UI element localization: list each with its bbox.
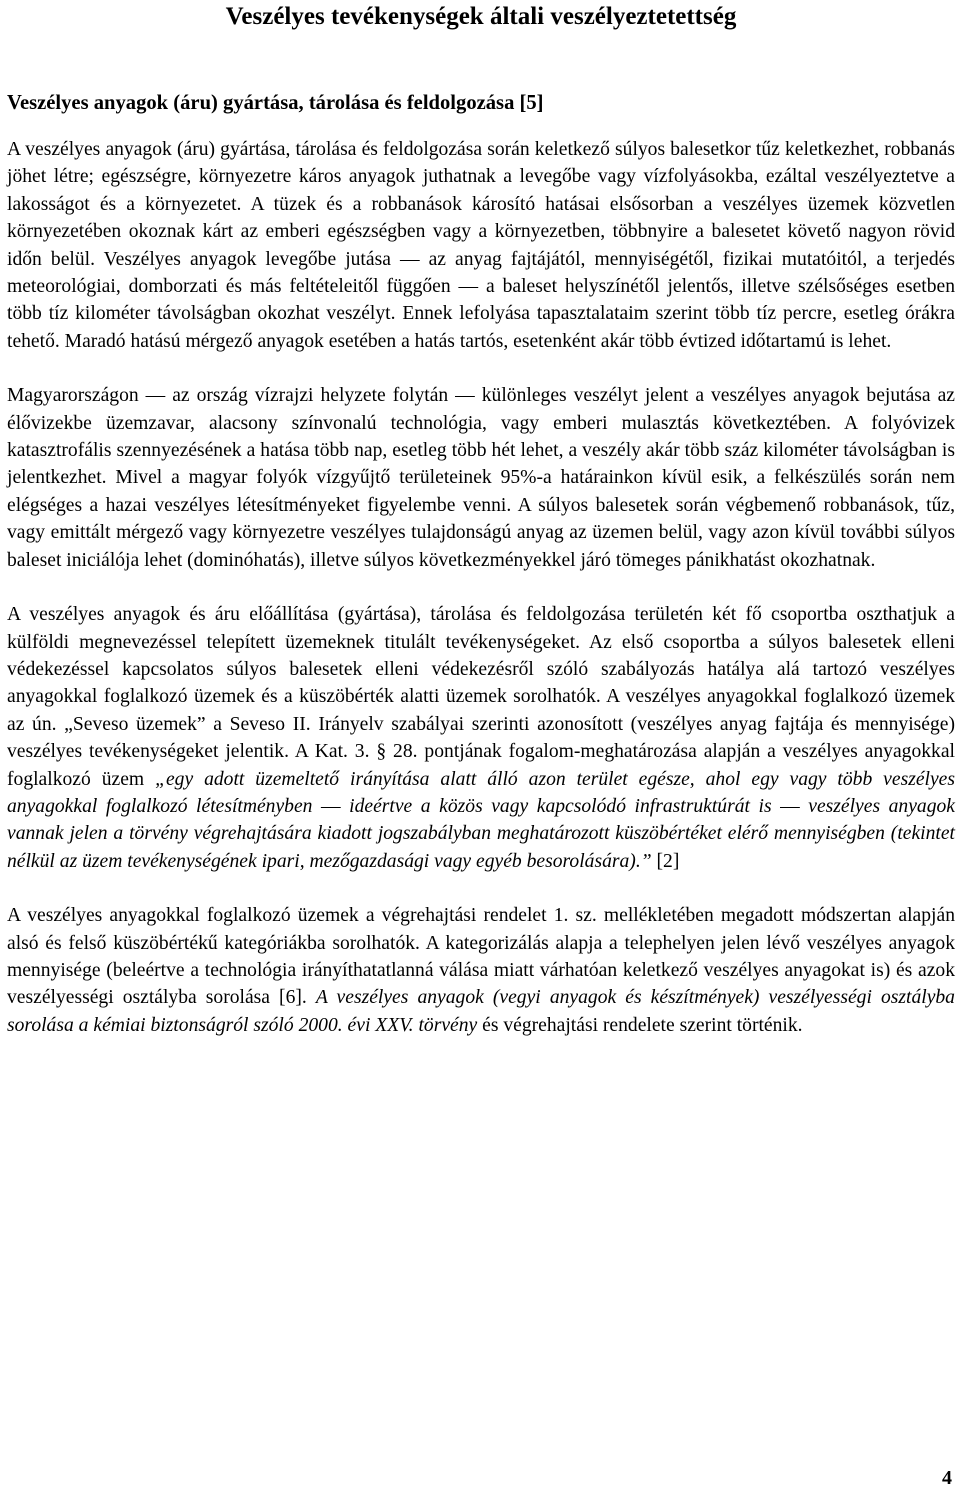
- paragraph-3: [7, 601, 955, 875]
- page-number: 4: [942, 1467, 952, 1489]
- paragraph-4-text: A veszélyes anyagokkal foglalkozó üzemek a végrehajtási rendelet 1. sz. mellékletében megadott módszertan alapján alsó és felső küszöbértékű kategóriákba sorolhatók. A kategorizálás alapja a telephelyen jelen lévő veszélyes anyagok mennyisége (beleértve a technológia irányíthatatlanná válása miatt várhatóan keletkező veszélyes anyagokat is) és azok veszélyességi osztályba sorolása [6].: [7, 905, 955, 1009]
- paragraph-4-law-title: A veszélyes anyagok (vegyi anyagok és készítmények) veszélyességi osztályba sorolása a kémiai biztonságról szóló 2000. évi XXV. törvény: [7, 987, 955, 1036]
- document-title: Veszélyes tevékenységek általi veszélyeztetettség: [225, 3, 737, 30]
- paragraph-1: A veszélyes anyagok (áru) gyártása, tárolása és feldolgozása során keletkező súlyos balesetkor tűz keletkezhet, robbanás jöhet létre; egészségre, környezetre káros anyagok juthatnak a levegőbe vagy vízfolyásokba, ezáltal veszélyeztetve a lakosságot és a környezetet. A tüzek és a robbanások károsító hatásai elsősorban a veszélyes üzemek közvetlen környezetében okoznak kárt az emberi egészségben vagy a környezetben, többnyire a balesetet követő nagyon rövid időn belül. Veszélyes anyagok levegőbe jutása ― az anyag fajtájától, mennyiségétől, fizikai mutatóitól, a terjedés meteorológiai, domborzati és más feltételeitől függően ― a baleset helyszínétől jelentős, illetve szélsőséges esetben több tíz kilométer távolságban okozhat veszélyt. Ennek lefolyása tapasztalataim szerint több tíz percre, esetleg órákra tehető. Maradó hatású mérgező anyagok esetében a hatás tartós, esetenként akár több évtized időtartamú is lehet.: [7, 139, 955, 352]
- paragraph-2: Magyarországon ― az ország vízrajzi helyzete folytán ― különleges veszélyt jelent a veszélyes anyagok bejutása az élővizekbe üzemzavar, alacsony színvonalú technológia, vagy emberi mulasztás következtében. A folyóvizek katasztrofális szennyezésének a hatása több nap, esetleg több hét lehet, a veszély akár több száz kilométer távolságban is jelentkezhet. Mivel a magyar folyók vízgyűjtő területeinek 95%-a határainkon kívül esik, a felkészülés során nem elégséges a hazai veszélyes létesítményeket figyelembe venni. A súlyos balesetek során végbemenő robbanások, tűz, vagy emittált mérgező vagy környezetre veszélyes tulajdonságú anyag az üzemen belül, vagy azon kívül további súlyos baleset iniciálója lehet (dominóhatás), illetve súlyos következményekkel járó tömeges pánikhatást okozhatnak.: [7, 385, 955, 571]
- document-page: [7, 0, 955, 1039]
- paragraph-3-definition-quote: „egy adott üzemeltető irányítása alatt álló azon terület egésze, ahol egy vagy több veszélyes anyagokkal foglalkozó létesítményben ― ideértve a közös vagy kapcsolódó infrastruktúrát is ― veszélyes anyagok vannak jelen a törvény végrehajtására kiadott jogszabályban meghatározott küszöbértéket elérő mennyiségben (tekintet nélkül az üzem tevékenységének ipari, mezőgazdasági vagy egyéb besorolására).”: [7, 768, 955, 872]
- paragraph-4-end: és végrehajtási rendelete szerint történik.: [477, 1014, 803, 1036]
- paragraph-3-text: A veszélyes anyagok és áru előállítása (gyártása), tárolása és feldolgozása területén két fő csoportba oszthatjuk a külföldi megnevezéssel telepített üzemeknek titulált tevékenységeket. Az első csoportba a súlyos balesetek elleni védekezéssel kapcsolatos súlyos balesetek elleni védekezésről szóló szabályozás hatálya alá tartozó veszélyes anyagokkal foglalkozó üzemek és a küszöbérték alatti üzemek sorolhatók. A veszélyes anyagokkal foglalkozó üzemek az ún. „Seveso üzemek” a Seveso II. Irányelv szabályai szerinti azonosított (veszélyes anyag fajtája és mennyisége) veszélyes tevékenységeket jelentik. A Kat. 3. § 28. pontjának fogalom-meghatározása alapján a veszélyes anyagokkal foglalkozó üzem: [7, 604, 955, 790]
- paragraph-4: [7, 902, 955, 1039]
- section-heading: Veszélyes anyagok (áru) gyártása, tárolása és feldolgozása [5]: [7, 92, 544, 114]
- paragraph-3-reference: [2]: [651, 850, 680, 872]
